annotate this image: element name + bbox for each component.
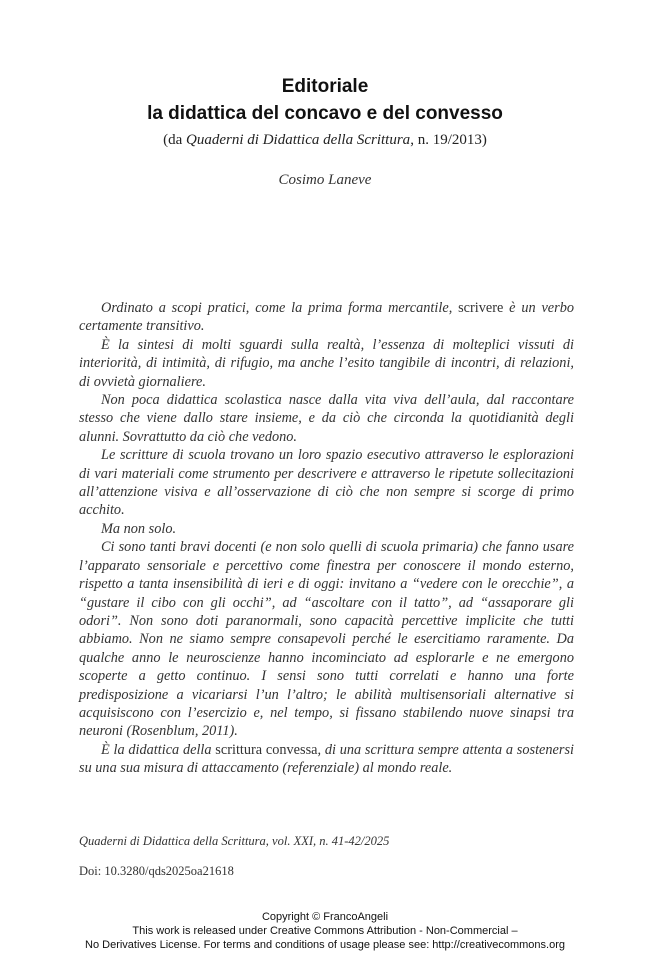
paragraph-5: Ma non solo. [101, 520, 177, 537]
paragraph-4: Le scritture di scuola trovano un loro spazio esecutivo attraverso le esplorazioni di vari materiali come strumento per descrivere e attraverso le ripetute sollecitazioni all’attenzione visiva e all’osservazione di ciò che non sempre si scorge di primo acchito. [79, 447, 574, 519]
paragraph-1-text-a: Ordinato a scopi pratici, come la prima forma mercantile, [101, 300, 459, 316]
paragraph-7 [79, 741, 574, 778]
paragraph-2: È la sintesi di molti sguardi sulla realtà, l’essenza di molteplici vissuti di interiorità, di intimità, di rifugio, ma anche l’esito tangibile di incontri, di relazioni, di ovvietà giornaliere. [79, 336, 574, 390]
paragraph-1-text-c: è un verbo certamente transitivo. [79, 300, 574, 335]
copyright-line-1: Copyright © FrancoAngeli [261, 911, 389, 923]
article-body [79, 299, 574, 778]
paragraph-6: Ci sono tanti bravi docenti (e non solo quelli di scuola primaria) che fanno usare l’apparato sensoriale e percettivo come finestra per conoscere il mondo esterno, rispetto a tanta insensibilità di ieri e di oggi: invitano a “vedere con le orecchie”, a “gustare il cibo con gli occhi”, ad “ascoltare con il tatto”, ad “assaporare gli odori”. Non sono doti paranormali, sono capacità percettive implicite che tutti abbiamo. Non ne siamo sempre consapevoli perché le esercitiamo raramente. Da qualche anno le neuroscienze hanno incominciato ad esplorarle e ne emergono scoperte a getto continuo. I sensi sono tutti correlati e hanno una forte predisposizione a vicariarsi l’un l’altro; le abilità multisensoriali alternative si acquisiscono con l’esercizio e, nel tempo, si fissano stabilendo nuove sinapsi tra neuroni (Rosenblum, 2011). [79, 539, 574, 740]
journal-reference: Quaderni di Didattica della Scrittura, vol. XXI, n. 41-42/2025 [79, 834, 390, 848]
paragraph-1-upright-word: scrivere [458, 300, 504, 316]
paragraph-1 [79, 299, 574, 336]
author-name: Cosimo Laneve [278, 172, 372, 188]
copyright-notice [0, 910, 650, 952]
copyright-line-3: No Derivatives License. For terms and conditions of usage please see: http://creativecommons.org [85, 939, 565, 951]
paragraph-7-text-a: È la didattica della [101, 741, 216, 758]
source-citation [0, 132, 650, 149]
paragraph-7-text-c: , di una scrittura sempre attenta a sostenersi su una sua misura di attaccamento (referenziale) al mondo reale. [79, 741, 574, 777]
source-prefix: (da [163, 132, 187, 148]
paragraph-3: Non poca didattica scolastica nasce dalla vita viva dell’aula, dal raccontare stesso che viene dallo stare insieme, e da ciò che circonda la quotidianità degli alunni. Sovrattutto da ciò che vedono. [79, 392, 574, 445]
title-line-2: la didattica del concavo e del convesso [147, 103, 503, 124]
copyright-line-2: This work is released under Creative Commons Attribution - Non-Commercial – [132, 925, 518, 937]
title-line-1: Editoriale [281, 76, 369, 97]
paragraph-7-upright-phrase: scrittura convessa [215, 741, 318, 758]
source-suffix: , n. 19/2013) [410, 132, 487, 148]
doi-text: Doi: 10.3280/qds2025oa21618 [79, 864, 234, 878]
source-journal: Quaderni di Didattica della Scrittura [186, 132, 411, 148]
